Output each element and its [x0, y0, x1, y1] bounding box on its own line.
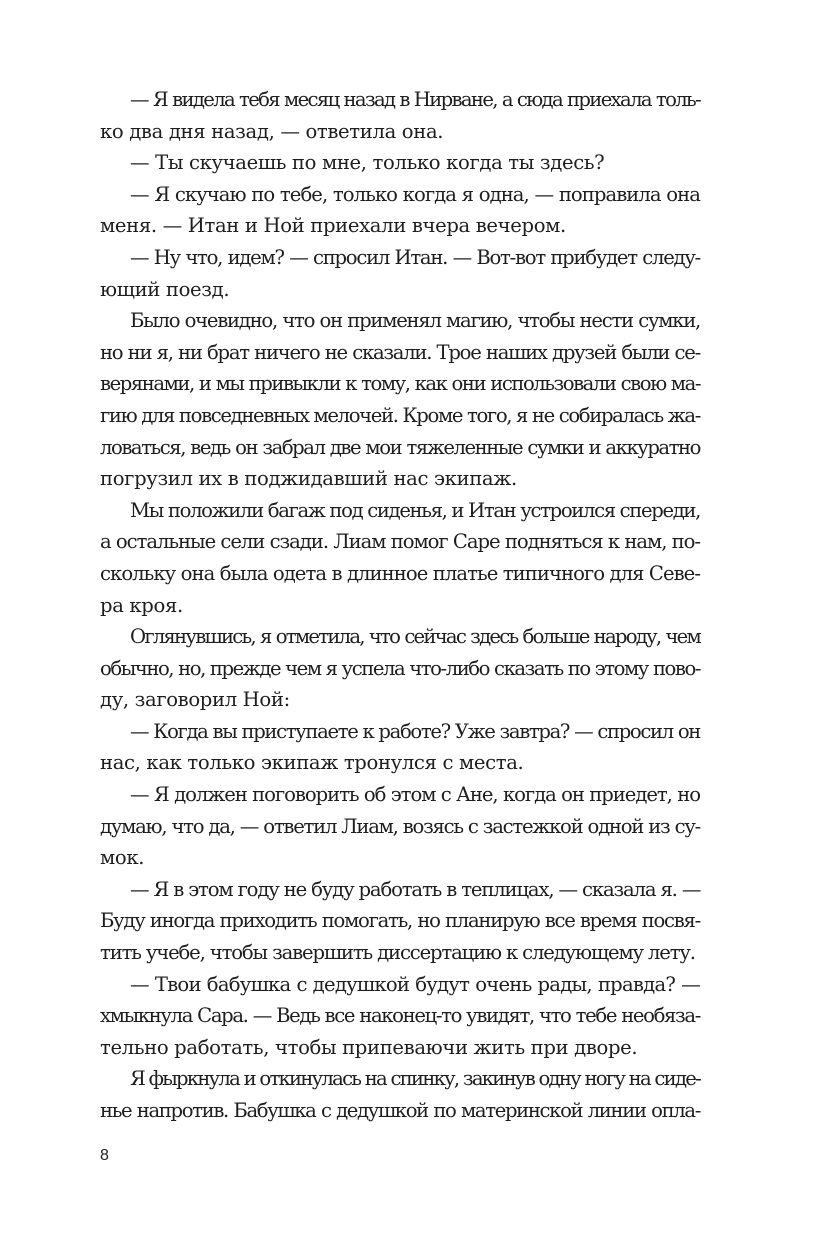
- text-line: нье напротив. Бабушка с дедушкой по материнской линии опла-: [100, 1099, 700, 1122]
- text-line: ра кроя.: [100, 593, 183, 617]
- text-line: Мы положили багаж под сиденья, и Итан устроился спереди,: [130, 498, 700, 522]
- text-line: а остальные сели сзади. Лиам помог Саре подняться к нам, по-: [100, 530, 700, 554]
- text-line: ловаться, ведь он забрал две мои тяжеленные сумки и аккуратно: [100, 435, 700, 459]
- text-line: — Когда вы приступаете к работе? Уже завтра? — спросил он: [130, 719, 700, 743]
- text-line: тельно работать, чтобы припеваючи жить при дворе.: [100, 1035, 638, 1059]
- text-line: тить учебе, чтобы завершить диссертацию к следующему лету.: [100, 941, 695, 965]
- text-line: Оглянувшись, я отметила, что сейчас здесь больше народу, чем: [130, 625, 700, 649]
- text-line: ду, заговорил Ной:: [100, 688, 290, 712]
- text-line: гию для повседневных мелочей. Кроме того, я не собиралась жа-: [100, 403, 701, 427]
- text-line: хмыкнула Сара. — Ведь все наконец-то увидят, что тебе необяза-: [100, 1004, 700, 1028]
- text-line: нас, как только экипаж тронулся с места.: [100, 751, 524, 775]
- text-line: погрузил их в поджидавший нас экипаж.: [100, 467, 517, 491]
- text-line: — Я должен поговорить об этом с Ане, когда он приедет, но: [130, 783, 700, 807]
- text-line: мок.: [100, 846, 145, 870]
- text-line: ко два дня назад, — ответила она.: [100, 119, 444, 143]
- text-line: но ни я, ни брат ничего не сказали. Трое наших друзей были се-: [100, 340, 700, 364]
- text-line: верянами, и мы привыкли к тому, как они использовали свою ма-: [100, 372, 700, 396]
- text-line: — Твои бабушка с дедушкой будут очень рады, правда? —: [130, 972, 700, 996]
- page-number: 8: [100, 1147, 109, 1164]
- text-line: — Ты скучаешь по мне, только когда ты здесь?: [130, 151, 605, 175]
- body-text: [100, 84, 700, 1127]
- text-line: скольку она была одета в длинное платье типичного для Севе-: [100, 561, 700, 585]
- text-line: обычно, но, прежде чем я успела что-либо сказать по этому пово-: [100, 656, 700, 680]
- text-line: Буду иногда приходить помогать, но планирую все время посвя-: [100, 909, 700, 933]
- text-line: меня. — Итан и Ной приехали вчера вечером.: [100, 214, 566, 238]
- text-line: — Ну что, идем? — спросил Итан. — Вот-вот прибудет следу-: [130, 245, 700, 269]
- text-line: Было очевидно, что он применял магию, чтобы нести сумки,: [130, 309, 700, 333]
- text-line: думаю, что да, — ответил Лиам, возясь с застежкой одной из су-: [100, 814, 700, 838]
- text-line: — Я в этом году не буду работать в теплицах, — сказала я. —: [130, 877, 701, 901]
- text-line: ющий поезд.: [100, 277, 230, 301]
- text-line: — Я видела тебя месяц назад в Нирване, а сюда приехала толь-: [130, 88, 700, 111]
- text-line: — Я скучаю по тебе, только когда я одна, — поправила она: [130, 182, 700, 206]
- text-line: Я фыркнула и откинулась на спинку, закинув одну ногу на сиде-: [130, 1067, 700, 1091]
